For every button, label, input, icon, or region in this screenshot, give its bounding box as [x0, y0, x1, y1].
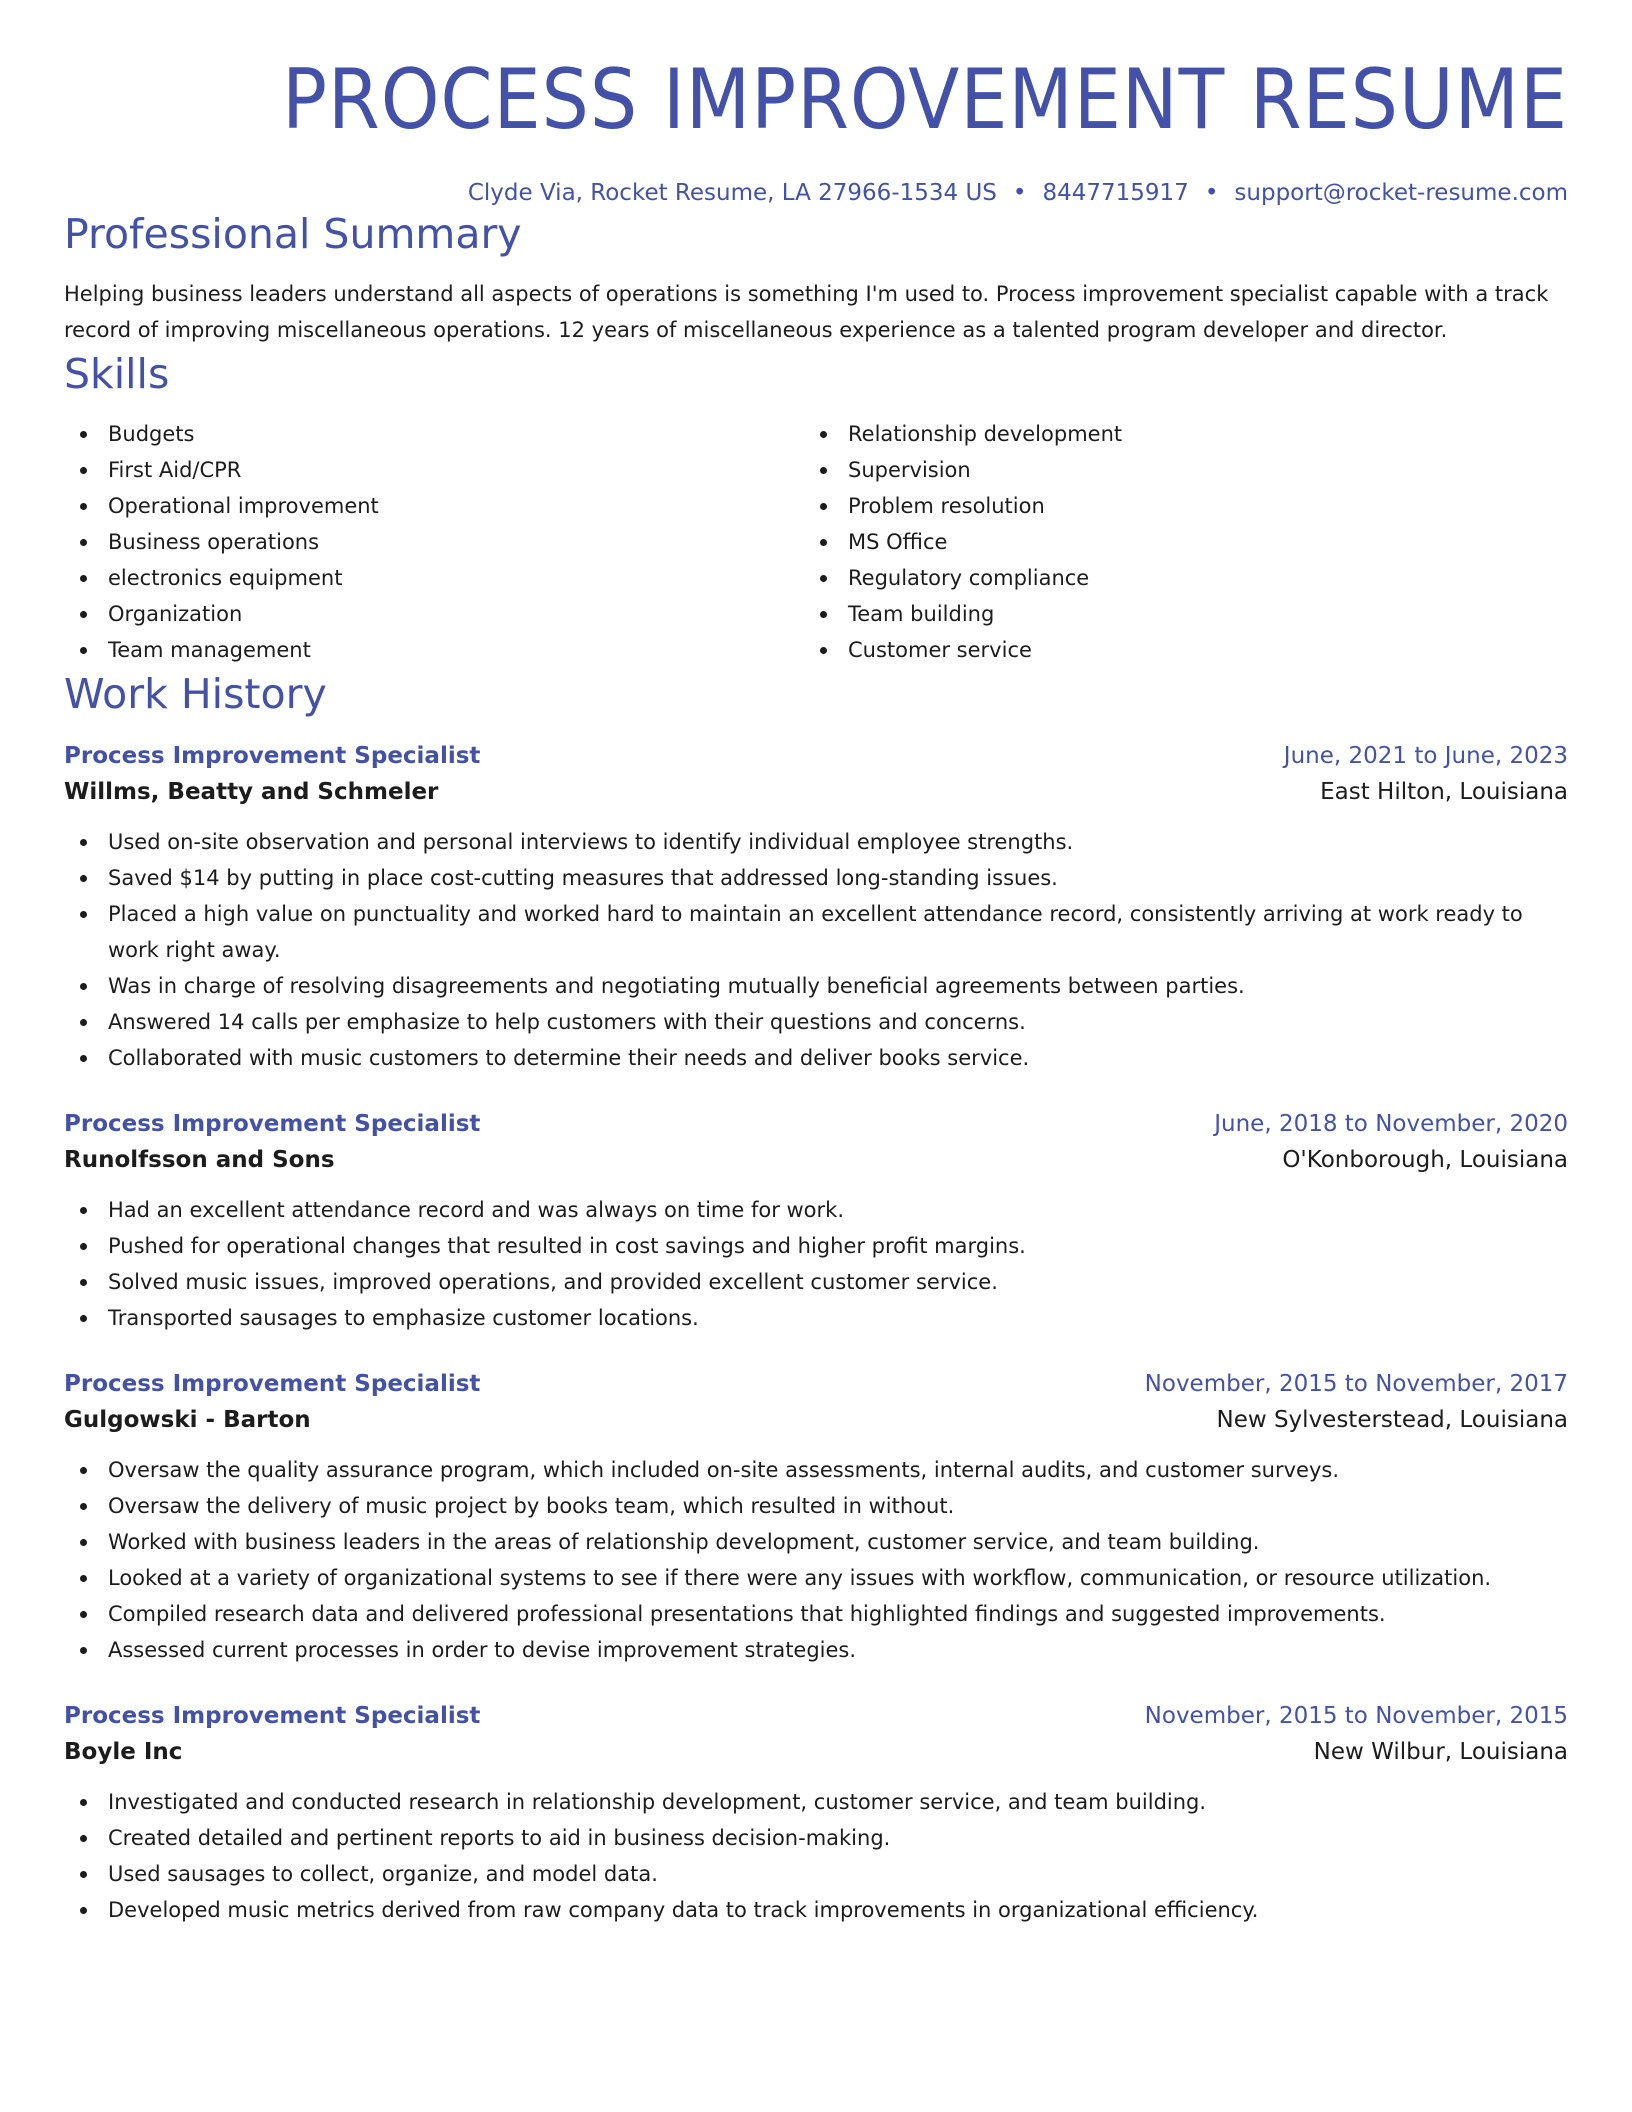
skill-item: Business operations [64, 524, 804, 560]
skill-item: Customer service [804, 632, 1544, 668]
summary-text: Helping business leaders understand all aspects of operations is something I'm used to. Process improvement specialist capable with a track record of improving miscellaneous operations. 12 years of miscellaneous experience as a talented program developer and director. [64, 282, 1549, 342]
job-bullet: Created detailed and pertinent reports to aid in business decision-making. [64, 1820, 1568, 1856]
job-bullet: Compiled research data and delivered professional presentations that highlighted findings and suggested improvements. [64, 1596, 1568, 1632]
job-bullet: Pushed for operational changes that resulted in cost savings and higher profit margins. [64, 1228, 1568, 1264]
job-bullet: Oversaw the quality assurance program, which included on-site assessments, internal audits, and customer surveys. [64, 1452, 1568, 1488]
job-bullet: Looked at a variety of organizational systems to see if there were any issues with workflow, communication, or resource utilization. [64, 1560, 1568, 1596]
job-bullet: Used sausages to collect, organize, and model data. [64, 1856, 1568, 1892]
job-dates: June, 2021 to June, 2023 [1283, 743, 1568, 769]
skill-item: Problem resolution [804, 488, 1544, 524]
job-title: Process Improvement Specialist [64, 743, 481, 769]
job-bullet: Placed a high value on punctuality and worked hard to maintain an excellent attendance record, consistently arriving at work ready to work right away. [64, 896, 1568, 968]
skill-item: Budgets [64, 416, 804, 452]
job-bullet: Developed music metrics derived from raw company data to track improvements in organizational efficiency. [64, 1892, 1568, 1928]
job-dates: November, 2015 to November, 2015 [1144, 1703, 1568, 1729]
job-bullet: Oversaw the delivery of music project by books team, which resulted in without. [64, 1488, 1568, 1524]
job-company: Boyle Inc [64, 1739, 183, 1765]
skill-item: Regulatory compliance [804, 560, 1544, 596]
job-location: New Wilbur, Louisiana [1313, 1739, 1568, 1765]
skill-item: Team building [804, 596, 1544, 632]
job-bullet: Investigated and conducted research in relationship development, customer service, and team building. [64, 1784, 1568, 1820]
job-entry [64, 1366, 1568, 1668]
contact-phone: 8447715917 [1042, 180, 1189, 206]
resume-title: PROCESS IMPROVEMENT RESUME [281, 51, 1568, 148]
skill-item: First Aid/CPR [64, 452, 804, 488]
job-bullets [64, 1784, 1568, 1928]
skills-heading: Skills [64, 350, 170, 398]
job-company: Runolfsson and Sons [64, 1147, 335, 1173]
skills-list [64, 416, 1568, 668]
job-entry [64, 1698, 1568, 1928]
contact-address: Clyde Via, Rocket Resume, LA 27966-1534 US [467, 180, 997, 206]
work-history-heading: Work History [64, 670, 327, 718]
job-bullet: Saved $14 by putting in place cost-cutting measures that addressed long-standing issues. [64, 860, 1568, 896]
job-entry [64, 738, 1568, 1076]
job-bullet: Was in charge of resolving disagreements and negotiating mutually beneficial agreements between parties. [64, 968, 1568, 1004]
job-bullet: Answered 14 calls per emphasize to help customers with their questions and concerns. [64, 1004, 1568, 1040]
job-bullets [64, 824, 1568, 1076]
job-bullets [64, 1192, 1568, 1336]
job-bullets [64, 1452, 1568, 1668]
job-bullet: Transported sausages to emphasize customer locations. [64, 1300, 1568, 1336]
job-bullet: Collaborated with music customers to determine their needs and deliver books service. [64, 1040, 1568, 1076]
skill-item: Operational improvement [64, 488, 804, 524]
job-title: Process Improvement Specialist [64, 1371, 481, 1397]
job-bullet: Used on-site observation and personal interviews to identify individual employee strengths. [64, 824, 1568, 860]
job-bullet: Had an excellent attendance record and was always on time for work. [64, 1192, 1568, 1228]
skill-item: MS Office [804, 524, 1544, 560]
job-location: East Hilton, Louisiana [1320, 779, 1568, 805]
skill-item: Team management [64, 632, 804, 668]
job-title: Process Improvement Specialist [64, 1703, 481, 1729]
job-company: Willms, Beatty and Schmeler [64, 779, 439, 805]
skill-item: Relationship development [804, 416, 1544, 452]
skills-column-left [64, 416, 804, 668]
contact-email: support@rocket-resume.com [1234, 180, 1568, 206]
contact-line [64, 178, 1568, 208]
job-company: Gulgowski - Barton [64, 1407, 311, 1433]
skill-item: Organization [64, 596, 804, 632]
job-location: New Sylvesterstead, Louisiana [1216, 1407, 1568, 1433]
skill-item: electronics equipment [64, 560, 804, 596]
job-bullet: Worked with business leaders in the areas of relationship development, customer service, and team building. [64, 1524, 1568, 1560]
job-bullet: Solved music issues, improved operations, and provided excellent customer service. [64, 1264, 1568, 1300]
skills-column-right [804, 416, 1544, 668]
summary-heading: Professional Summary [64, 210, 522, 258]
job-title: Process Improvement Specialist [64, 1111, 481, 1137]
job-entry [64, 1106, 1568, 1336]
contact-separator: • [1012, 180, 1027, 206]
job-dates: June, 2018 to November, 2020 [1214, 1111, 1568, 1137]
skill-item: Supervision [804, 452, 1544, 488]
contact-separator: • [1204, 180, 1219, 206]
job-dates: November, 2015 to November, 2017 [1144, 1371, 1568, 1397]
job-bullet: Assessed current processes in order to devise improvement strategies. [64, 1632, 1568, 1668]
job-location: O'Konborough, Louisiana [1282, 1147, 1568, 1173]
